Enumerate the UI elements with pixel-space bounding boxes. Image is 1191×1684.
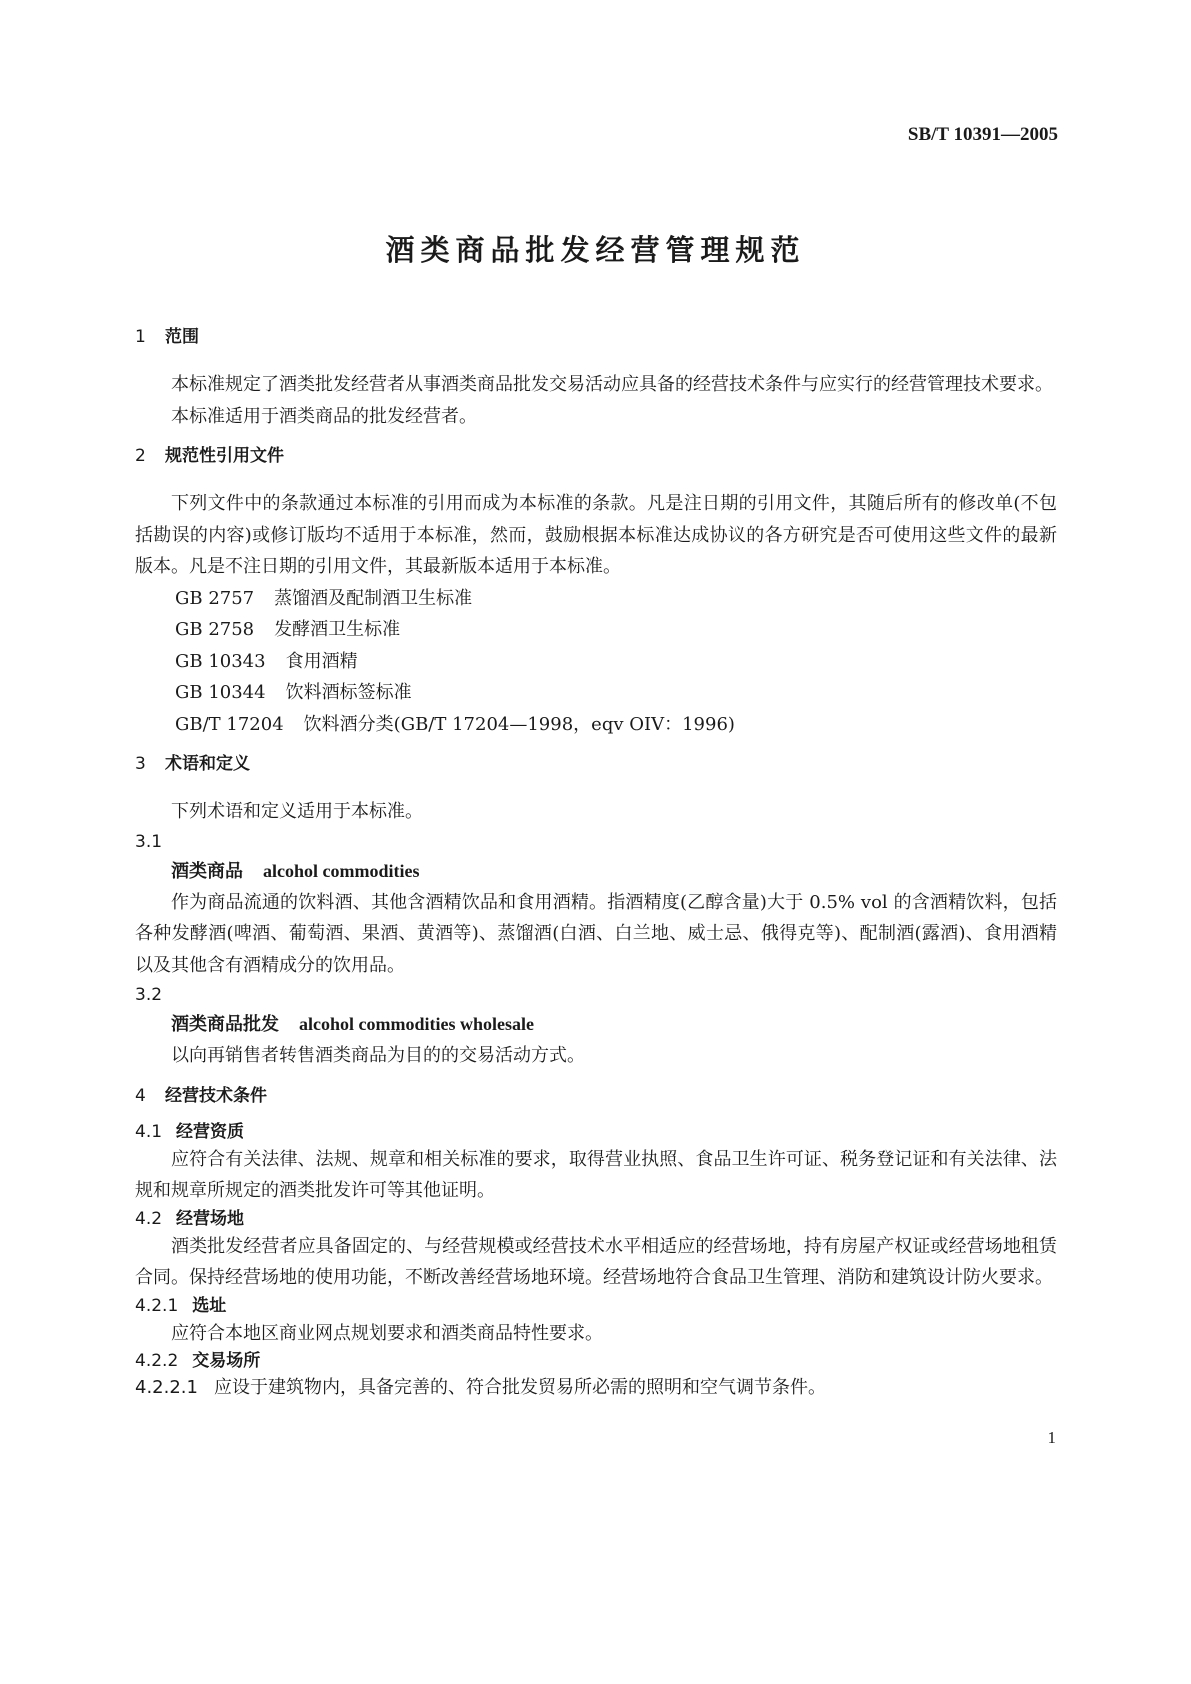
term-number: 3.2 xyxy=(135,985,163,1005)
section-heading-3: 3 术语和定义 xyxy=(135,754,250,774)
reference-item: GB 10343 食用酒精 xyxy=(175,650,358,672)
reference-item: GB 2757 蒸馏酒及配制酒卫生标准 xyxy=(175,587,473,609)
document-title: 酒类商品批发经营管理规范 xyxy=(385,233,806,267)
term-heading: 酒类商品 alcohol commodities xyxy=(171,860,420,882)
page-number: 1 xyxy=(1047,1428,1056,1447)
section-heading-4: 4 经营技术条件 xyxy=(135,1085,267,1106)
clause-heading: 4.2.1 选址 xyxy=(135,1295,227,1316)
standard-number: SB/T 10391—2005 xyxy=(907,124,1058,145)
clause-paragraph: 酒类批发经营者应具备固定的、与经营规模或经营技术水平相适应的经营场地，持有房屋产权证或经营场地租赁合同。保持经营场地的使用功能，不断改善经营场地环境。经营场地符合食品卫生管理、消防和建筑设计防火要求。 xyxy=(135,1235,1057,1288)
clause-paragraph: 应符合本地区商业网点规划要求和酒类商品特性要求。 xyxy=(171,1322,603,1344)
term-number: 3.1 xyxy=(135,831,163,852)
term-definition: 作为商品流通的饮料酒、其他含酒精饮品和食用酒精。指酒精度(乙醇含量)大于 0.5% vol 的含酒精饮料，包括各种发酵酒(啤酒、葡萄酒、果酒、黄酒等)、蒸馏酒(白酒、白兰地、威士忌、俄得克等)、配制酒(露酒)、食用酒精以及其他含有酒精成分的饮用品。 xyxy=(135,891,1057,976)
section-heading-2: 2 规范性引用文件 xyxy=(135,446,284,466)
clause-heading: 4.2.2 交易场所 xyxy=(135,1351,261,1371)
section-2-paragraph-1: 下列文件中的条款通过本标准的引用而成为本标准的条款。凡是注日期的引用文件，其随后所有的修改单(不包括勘误的内容)或修订版均不适用于本标准，然而，鼓励根据本标准达成协议的各方研究是否可使用这些文件的最新版本。凡是不注日期的引用文件，其最新版本适用于本标准。 xyxy=(135,493,1057,577)
clause-heading: 4.2 经营场地 xyxy=(135,1208,245,1229)
document-body xyxy=(135,325,1057,1403)
reference-item: GB 2758 发酵酒卫生标准 xyxy=(175,619,401,640)
term-definition: 以向再销售者转售酒类商品为目的的交易活动方式。 xyxy=(171,1045,585,1066)
clause-item: 4.2.2.1 应设于建筑物内，具备完善的、符合批发贸易所必需的照明和空气调节条件。 xyxy=(135,1377,826,1398)
reference-item: GB/T 17204 饮料酒分类(GB/T 17204—1998，eqv OIV：1996) xyxy=(175,713,735,735)
clause-heading: 4.1 经营资质 xyxy=(135,1121,245,1142)
section-3-paragraph-1: 下列术语和定义适用于本标准。 xyxy=(171,801,423,822)
clause-paragraph: 应符合有关法律、法规、规章和相关标准的要求，取得营业执照、食品卫生许可证、税务登记证和有关法律、法规和规章所规定的酒类批发许可等其他证明。 xyxy=(135,1148,1057,1201)
section-1-paragraph-2: 本标准适用于酒类商品的批发经营者。 xyxy=(171,405,477,427)
section-1-paragraph-1: 本标准规定了酒类批发经营者从事酒类商品批发交易活动应具备的经营技术条件与应实行的经营管理技术要求。 xyxy=(171,374,1053,395)
term-heading: 酒类商品批发 alcohol commodities wholesale xyxy=(171,1014,534,1035)
reference-item: GB 10344 饮料酒标签标准 xyxy=(175,682,412,703)
section-heading-1: 1 范围 xyxy=(135,327,199,347)
